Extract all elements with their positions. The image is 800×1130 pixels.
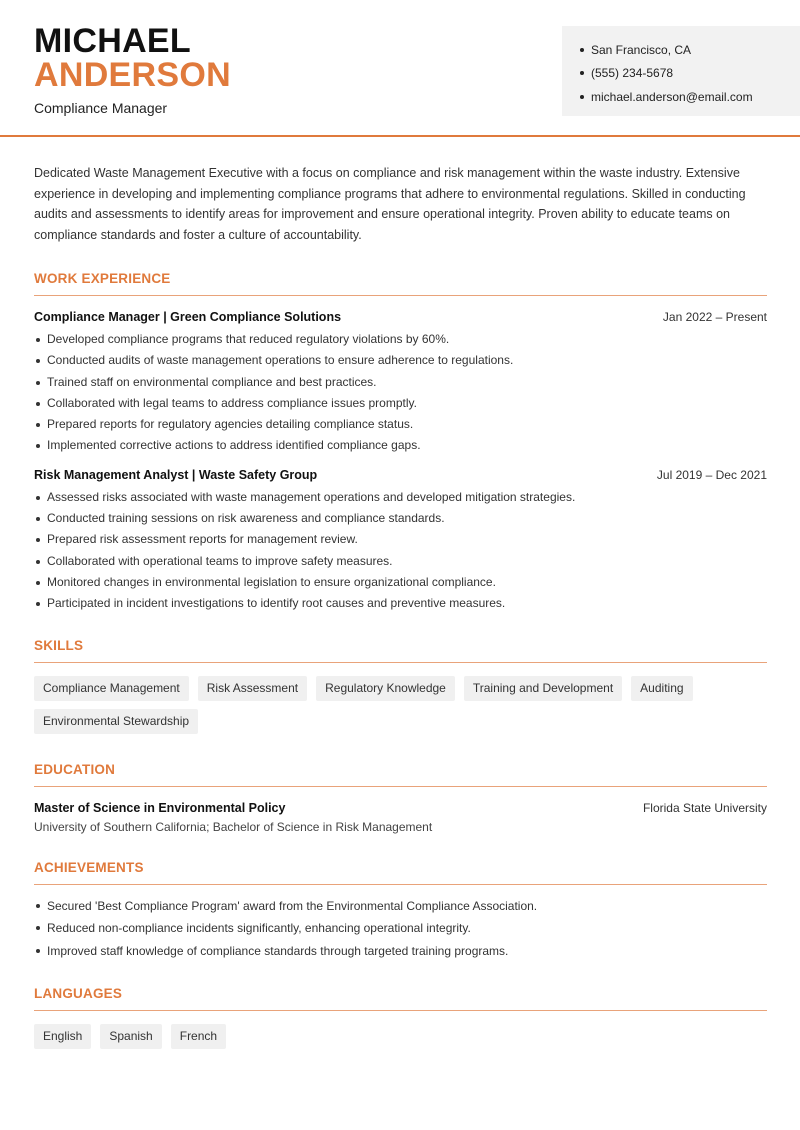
job-heading: Compliance Manager | Green Compliance Solutions [34,310,342,324]
section-divider [34,1010,767,1011]
achievements-section [34,860,767,963]
job-entry [34,468,767,615]
degree-title: Master of Science in Environmental Policy [34,800,286,815]
email-link[interactable]: michael.anderson@email.com [591,89,753,104]
skill-chips [34,676,767,734]
section-title-achievements: ACHIEVEMENTS [34,859,144,875]
language-chip: English [34,1024,91,1049]
language-chip: French [171,1024,226,1049]
list-item: Secured 'Best Compliance Program' award from the Environmental Compliance Association. [34,895,767,918]
skill-chip: Training and Development [464,676,622,701]
contact-box [562,26,800,116]
bullet-icon [580,71,584,75]
achievement-list [34,895,767,963]
list-item: Collaborated with operational teams to improve safety measures. [34,551,767,572]
skill-chip: Compliance Management [34,676,189,701]
education-school: Florida State University [642,800,767,815]
list-item: Conducted audits of waste management operations to ensure adherence to regulations. [34,350,767,371]
languages-section [34,986,767,1049]
skill-chip: Environmental Stewardship [34,709,198,734]
contact-location [580,38,800,62]
work-experience-section [34,271,767,615]
language-chips [34,1024,767,1049]
job-title: Compliance Manager [34,100,168,116]
list-item: Improved staff knowledge of compliance standards through targeted training programs. [34,940,767,963]
section-divider [34,786,767,787]
phone-text: (555) 234-5678 [591,66,674,81]
skills-section [34,638,767,734]
list-item: Reduced non-compliance incidents significantly, enhancing operational integrity. [34,917,767,940]
list-item: Trained staff on environmental compliance and best practices. [34,372,767,393]
first-name: MICHAEL [34,22,191,60]
section-title-skills: SKILLS [34,637,84,653]
job-entry [34,310,767,457]
language-chip: Spanish [100,1024,161,1049]
list-item: Participated in incident investigations to identify root causes and preventive measures. [34,593,767,614]
list-item: Prepared reports for regulatory agencies detailing compliance status. [34,414,767,435]
bullet-icon [580,48,584,52]
list-item: Implemented corrective actions to address identified compliance gaps. [34,435,767,456]
section-title-education: EDUCATION [34,761,116,777]
contact-phone [580,62,800,86]
job-heading: Risk Management Analyst | Waste Safety Group [34,467,318,482]
location-text: San Francisco, CA [591,42,692,57]
list-item: Developed compliance programs that reduced regulatory violations by 60%. [34,329,767,350]
skill-chip: Regulatory Knowledge [316,676,455,701]
skill-chip: Risk Assessment [198,676,307,701]
section-divider [34,662,767,663]
summary-paragraph: Dedicated Waste Management Executive with a focus on compliance and risk management within the waste industry. Extensive experience in developing and implementing compliance programs that adhere to environmental regulations. Skilled in conducting audits and assessments to identify areas for improvement and ensure operational integrity. Proven ability to educate teams on compliance standards and foster a culture of accountability. [34,166,746,242]
job-dates: Jan 2022 – Present [662,310,767,324]
list-item: Prepared risk assessment reports for management review. [34,529,767,550]
bullet-icon [580,95,584,99]
last-name: ANDERSON [34,56,231,94]
job-bullets [34,487,767,615]
section-title-work: WORK EXPERIENCE [34,271,171,286]
list-item: Assessed risks associated with waste management operations and developed mitigation strategies. [34,487,767,508]
list-item: Monitored changes in environmental legislation to ensure organizational compliance. [34,572,767,593]
section-divider [34,295,767,296]
section-title-languages: LANGUAGES [34,986,123,1002]
section-divider [34,884,767,885]
resume-header [0,0,800,137]
job-bullets [34,329,767,457]
education-section [34,762,767,834]
skill-chip: Auditing [631,676,692,701]
resume-body [34,163,767,1049]
contact-email[interactable] [580,85,800,109]
education-details: University of Southern California; Bachelor of Science in Risk Management [34,819,433,834]
job-dates: Jul 2019 – Dec 2021 [656,467,767,482]
list-item: Conducted training sessions on risk awareness and compliance standards. [34,508,767,529]
list-item: Collaborated with legal teams to address compliance issues promptly. [34,393,767,414]
